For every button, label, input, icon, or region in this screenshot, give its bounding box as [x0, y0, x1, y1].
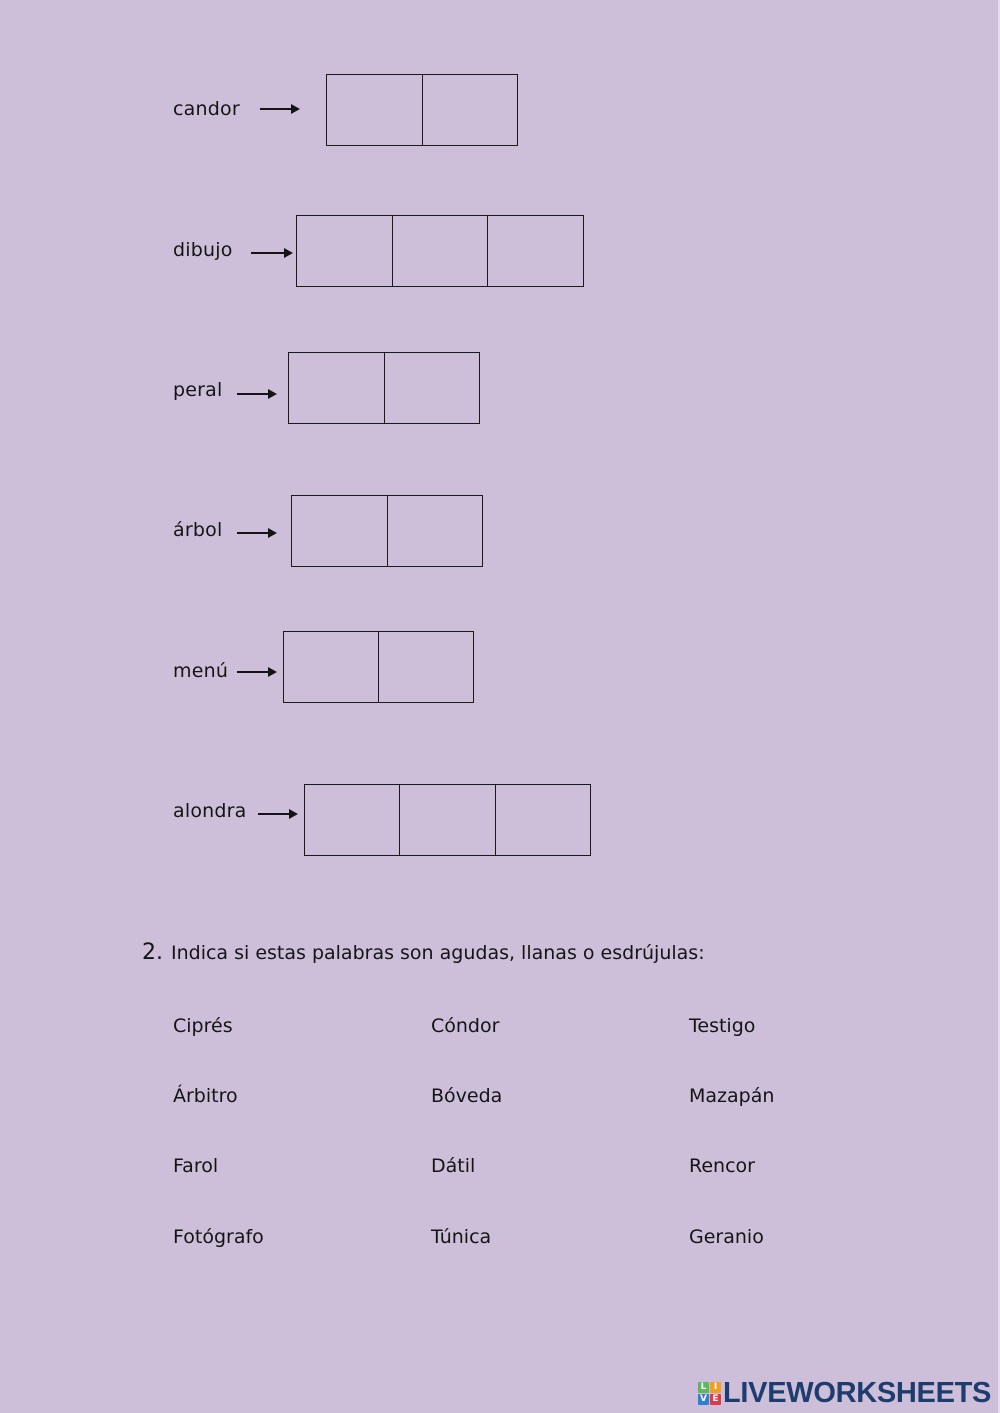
- grid-word: Testigo: [689, 1015, 756, 1037]
- instruction-text: Indica si estas palabras son agudas, llanas o esdrújulas:: [171, 942, 705, 964]
- syllable-boxes: [296, 215, 584, 287]
- logo-text: LIVEWORKSHEETS: [723, 1377, 992, 1409]
- syllable-input-box[interactable]: [496, 785, 590, 855]
- syllable-input-box[interactable]: [327, 75, 423, 145]
- syllable-input-box[interactable]: [400, 785, 495, 855]
- syllable-boxes: [326, 74, 518, 146]
- word-label: peral: [173, 379, 223, 401]
- logo-letter-v: V: [698, 1394, 709, 1405]
- syllable-boxes: [304, 784, 591, 856]
- grid-word: Túnica: [431, 1226, 492, 1248]
- grid-word: Cóndor: [431, 1015, 500, 1037]
- syllable-input-box[interactable]: [488, 216, 583, 286]
- grid-word: Bóveda: [431, 1085, 503, 1107]
- word-label: candor: [173, 98, 240, 120]
- syllable-input-box[interactable]: [305, 785, 400, 855]
- syllable-input-box[interactable]: [284, 632, 379, 702]
- arrow-right-icon: [251, 252, 291, 254]
- word-label: dibujo: [173, 239, 233, 261]
- arrow-right-icon: [237, 393, 275, 395]
- syllable-boxes: [291, 495, 483, 567]
- arrow-right-icon: [258, 813, 296, 815]
- syllable-input-box[interactable]: [379, 632, 473, 702]
- syllable-input-box[interactable]: [423, 75, 518, 145]
- syllable-boxes: [283, 631, 474, 703]
- syllable-input-box[interactable]: [297, 216, 393, 286]
- logo-letter-i: I: [710, 1382, 721, 1393]
- syllable-input-box[interactable]: [292, 496, 388, 566]
- word-label: menú: [173, 660, 229, 682]
- logo-letter-e: E: [710, 1394, 721, 1405]
- grid-word: Mazapán: [689, 1085, 775, 1107]
- liveworksheets-logo[interactable]: [698, 1378, 991, 1408]
- grid-word: Árbitro: [173, 1085, 238, 1107]
- syllable-input-box[interactable]: [393, 216, 489, 286]
- arrow-right-icon: [237, 532, 275, 534]
- logo-squares-icon: [698, 1382, 721, 1405]
- word-label: árbol: [173, 519, 223, 541]
- syllable-input-box[interactable]: [289, 353, 385, 423]
- logo-letter-l: L: [698, 1382, 709, 1393]
- grid-word: Ciprés: [173, 1015, 233, 1037]
- exercise-number: 2.: [142, 940, 163, 965]
- syllable-input-box[interactable]: [388, 496, 483, 566]
- word-label: alondra: [173, 800, 247, 822]
- exercise-2-instruction: [142, 940, 705, 966]
- grid-word: Geranio: [689, 1226, 764, 1248]
- grid-word: Farol: [173, 1155, 219, 1177]
- syllable-boxes: [288, 352, 480, 424]
- grid-word: Rencor: [689, 1155, 755, 1177]
- grid-word: Dátil: [431, 1155, 476, 1177]
- arrow-right-icon: [237, 671, 275, 673]
- arrow-right-icon: [260, 108, 298, 110]
- syllable-input-box[interactable]: [385, 353, 480, 423]
- grid-word: Fotógrafo: [173, 1226, 264, 1248]
